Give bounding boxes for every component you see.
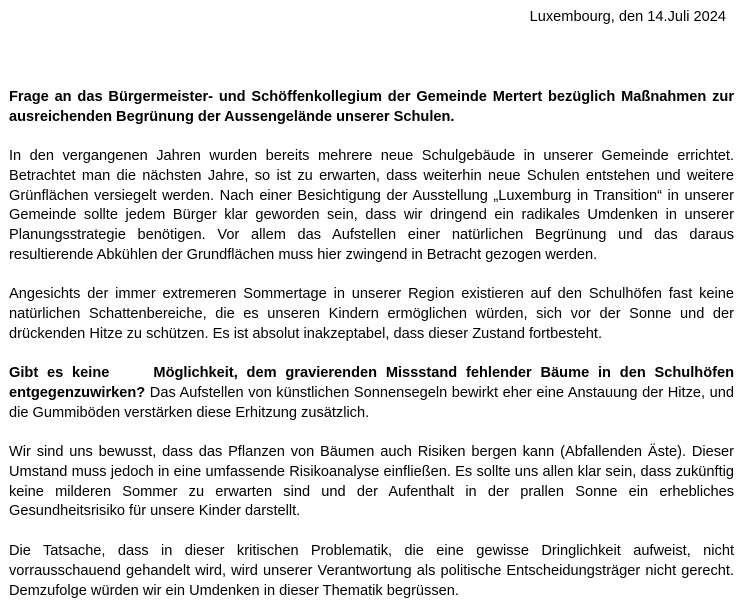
paragraph-2: Angesichts der immer extremeren Sommertage in unserer Region existieren auf den Schulhöfen fast keine natürlichen Schattenbereiche, die es unseren Kindern ermöglichen würden, sich vor der Sonne und der drückenden Hitze zu schützen. Es ist absolut inakzeptabel, dass dieser Zustand fortbesteht. [9, 286, 734, 342]
paragraph-5: Die Tatsache, dass in dieser kritischen Problematik, die eine gewisse Dringlichkeit aufweist, nicht vorrausschauend gehandelt wird, wird unserer Verantwortung als politische Entscheidungsträger nicht gerecht. Demzufolge würden wir ein Umdenken in dieser Thematik begrüssen. [9, 543, 734, 599]
paragraph-3 [9, 364, 739, 423]
question-bold: Gibt es keine Möglichkeit, dem gravierenden Missstand fehlender Bäume in den Schulhöfen entgegenzuwirken? [9, 365, 739, 401]
paragraph-1: In den vergangenen Jahren wurden bereits mehrere neue Schulgebäude in unserer Gemeinde errichtet. Betrachtet man die nächsten Jahre, so ist zu erwarten, dass weiterhin neue Schulen entstehen und weitere Grünflächen versiegelt werden. Nach einer Besichtigung der Ausstellung „Luxemburg in Transition“ in unserer Gemeinde sollte jedem Bürger klar geworden sein, dass wir dringend ein radikales Umdenken in unserer Planungsstrategie benötigen. Vor allem das Aufstellen einer natürlichen Begrünung und das daraus resultierende Abkühlen der Grundflächen muss hier zwingend in Betracht gezogen werden. [9, 148, 734, 263]
paragraph-4: Wir sind uns bewusst, dass das Pflanzen von Bäumen auch Risiken bergen kann (Abfallenden Äste). Dieser Umstand muss jedoch in eine umfassende Risikoanalyse einfließen. Es sollte uns allen klar sein, dass zukünftig keine milderen Sommer zu erwarten sind und der Aufenthalt in der prallen Sonne ein erhebliches Gesundheitsrisiko für unsere Kinder darstellt. [9, 444, 734, 520]
subject-heading: Frage an das Bürgermeister- und Schöffenkollegium der Gemeinde Mertert bezüglich Maßnahmen zur ausreichenden Begrünung der Aussengelände unserer Schulen. [9, 89, 734, 125]
question-followup: Das Aufstellen von künstlichen Sonnensegeln bewirkt eher eine Anstauung der Hitze, und die Gummiböden verstärken diese Erhitzung zusätzlich. [9, 384, 734, 421]
date-line: Luxembourg, den 14.Juli 2024 [529, 9, 726, 25]
